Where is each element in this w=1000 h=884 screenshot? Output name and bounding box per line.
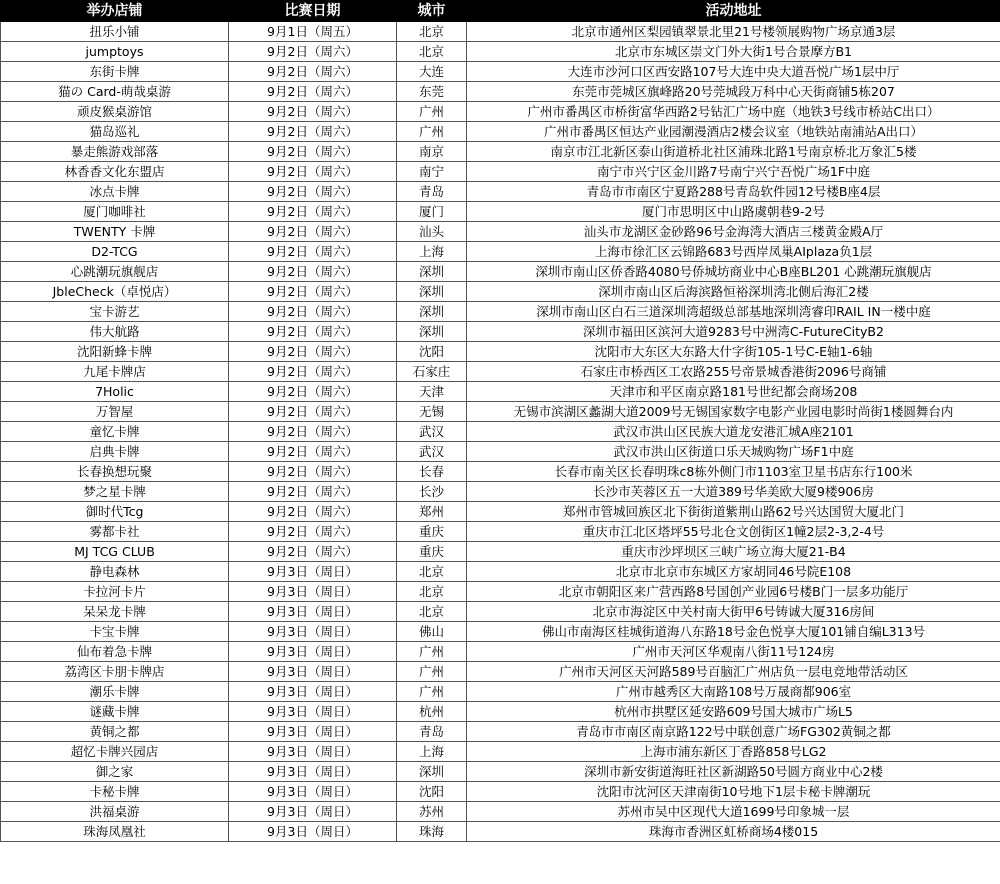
store-cell: 静电森林 <box>1 562 229 582</box>
date-cell: 9月2日（周六） <box>229 202 397 222</box>
address-cell: 广州市天河区华观南八街11号124房 <box>467 642 1000 662</box>
address-cell: 大连市沙河口区西安路107号大连中央大道吾悦广场1层中厅 <box>467 62 1000 82</box>
table-row <box>1 442 1000 462</box>
store-cell: 潮乐卡牌 <box>1 682 229 702</box>
table-row <box>1 242 1000 262</box>
store-cell: 童忆卡牌 <box>1 422 229 442</box>
table-row <box>1 62 1000 82</box>
date-cell: 9月3日（周日） <box>229 802 397 822</box>
city-cell: 北京 <box>397 582 467 602</box>
city-cell: 沈阳 <box>397 782 467 802</box>
city-cell: 沈阳 <box>397 342 467 362</box>
address-cell: 深圳市南山区后海滨路恒裕深圳湾北侧后海汇2楼 <box>467 282 1000 302</box>
table-row <box>1 102 1000 122</box>
table-row <box>1 322 1000 342</box>
city-cell: 上海 <box>397 742 467 762</box>
store-cell: 雾都卡社 <box>1 522 229 542</box>
date-cell: 9月3日（周日） <box>229 782 397 802</box>
city-cell: 汕头 <box>397 222 467 242</box>
store-cell: 万智屋 <box>1 402 229 422</box>
header-date: 比赛日期 <box>229 1 397 22</box>
header-city: 城市 <box>397 1 467 22</box>
city-cell: 杭州 <box>397 702 467 722</box>
address-cell: 长春市南关区长春明珠c8栋外侧门市1103室卫星书店东行100米 <box>467 462 1000 482</box>
address-cell: 深圳市新安街道海旺社区新湖路50号圆方商业中心2楼 <box>467 762 1000 782</box>
store-cell: 伟大航路 <box>1 322 229 342</box>
date-cell: 9月2日（周六） <box>229 282 397 302</box>
store-cell: JbleCheck（卓悦店） <box>1 282 229 302</box>
header-store: 举办店铺 <box>1 1 229 22</box>
table-row <box>1 42 1000 62</box>
city-cell: 东莞 <box>397 82 467 102</box>
store-cell: 卡宝卡牌 <box>1 622 229 642</box>
table-row <box>1 482 1000 502</box>
address-cell: 广州市越秀区大南路108号万晟商都906室 <box>467 682 1000 702</box>
store-cell: 御之家 <box>1 762 229 782</box>
date-cell: 9月2日（周六） <box>229 442 397 462</box>
table-row <box>1 742 1000 762</box>
address-cell: 北京市东城区崇文门外大街1号合景摩方B1 <box>467 42 1000 62</box>
date-cell: 9月2日（周六） <box>229 502 397 522</box>
store-cell: 启典卡牌 <box>1 442 229 462</box>
date-cell: 9月2日（周六） <box>229 222 397 242</box>
store-cell: TWENTY 卡牌 <box>1 222 229 242</box>
address-cell: 厦门市思明区中山路虞朝巷9-2号 <box>467 202 1000 222</box>
date-cell: 9月2日（周六） <box>229 522 397 542</box>
date-cell: 9月2日（周六） <box>229 482 397 502</box>
address-cell: 沈阳市大东区大东路大什字街105-1号C-E轴1-6轴 <box>467 342 1000 362</box>
city-cell: 无锡 <box>397 402 467 422</box>
store-cell: 猫の Card-萌哉桌游 <box>1 82 229 102</box>
table-row <box>1 582 1000 602</box>
address-cell: 青岛市市南区南京路122号中联创意广场FG302黄铜之都 <box>467 722 1000 742</box>
date-cell: 9月2日（周六） <box>229 302 397 322</box>
address-cell: 南宁市兴宁区金川路7号南宁兴宁吾悦广场1F中庭 <box>467 162 1000 182</box>
city-cell: 厦门 <box>397 202 467 222</box>
table-row <box>1 802 1000 822</box>
table-row <box>1 522 1000 542</box>
store-cell: 御时代Tcg <box>1 502 229 522</box>
store-cell: 暴走熊游戏部落 <box>1 142 229 162</box>
store-cell: 呆呆龙卡牌 <box>1 602 229 622</box>
date-cell: 9月2日（周六） <box>229 322 397 342</box>
address-cell: 南京市江北新区泰山街道桥北社区浦珠北路1号南京桥北万象汇5楼 <box>467 142 1000 162</box>
city-cell: 北京 <box>397 562 467 582</box>
city-cell: 珠海 <box>397 822 467 842</box>
address-cell: 广州市天河区天河路589号百脑汇广州店负一层电竞地带活动区 <box>467 662 1000 682</box>
date-cell: 9月2日（周六） <box>229 262 397 282</box>
address-cell: 北京市朝阳区来广营西路8号国创产业园6号楼B门一层多功能厅 <box>467 582 1000 602</box>
address-cell: 北京市北京市东城区方家胡同46号院E108 <box>467 562 1000 582</box>
address-cell: 珠海市香洲区虹桥商场4楼015 <box>467 822 1000 842</box>
city-cell: 深圳 <box>397 262 467 282</box>
city-cell: 长春 <box>397 462 467 482</box>
city-cell: 石家庄 <box>397 362 467 382</box>
city-cell: 广州 <box>397 682 467 702</box>
city-cell: 广州 <box>397 102 467 122</box>
store-cell: 宝卡游艺 <box>1 302 229 322</box>
city-cell: 南宁 <box>397 162 467 182</box>
table-row <box>1 722 1000 742</box>
address-cell: 上海市浦东新区丁香路858号LG2 <box>467 742 1000 762</box>
table-row <box>1 262 1000 282</box>
address-cell: 沈阳市沈河区天津南街10号地下1层卡秘卡牌潮玩 <box>467 782 1000 802</box>
address-cell: 深圳市南山区白石三道深圳湾超级总部基地深圳湾睿印RAIL IN一楼中庭 <box>467 302 1000 322</box>
address-cell: 无锡市滨湖区蠡湖大道2009号无锡国家数字电影产业园电影时尚街1楼圆舞台内 <box>467 402 1000 422</box>
city-cell: 佛山 <box>397 622 467 642</box>
address-cell: 重庆市江北区塔坪55号北仓文创街区1幢2层2-3,2-4号 <box>467 522 1000 542</box>
date-cell: 9月2日（周六） <box>229 102 397 122</box>
date-cell: 9月2日（周六） <box>229 462 397 482</box>
address-cell: 上海市徐汇区云锦路683号西岸凤巢AIplaza负1层 <box>467 242 1000 262</box>
table-row <box>1 362 1000 382</box>
address-cell: 青岛市市南区宁夏路288号青岛软件园12号楼B座4层 <box>467 182 1000 202</box>
table-row <box>1 642 1000 662</box>
store-cell: 东街卡牌 <box>1 62 229 82</box>
store-cell: 黄铜之都 <box>1 722 229 742</box>
store-cell: 扭乐小铺 <box>1 22 229 42</box>
city-cell: 深圳 <box>397 762 467 782</box>
city-cell: 天津 <box>397 382 467 402</box>
address-cell: 天津市和平区南京路181号世纪都会商场208 <box>467 382 1000 402</box>
address-cell: 东莞市莞城区旗峰路20号莞城段万科中心天街商铺5栋207 <box>467 82 1000 102</box>
store-cell: 珠海凤凰社 <box>1 822 229 842</box>
table-row <box>1 202 1000 222</box>
date-cell: 9月3日（周日） <box>229 662 397 682</box>
store-cell: 谜藏卡牌 <box>1 702 229 722</box>
date-cell: 9月2日（周六） <box>229 382 397 402</box>
address-cell: 长沙市芙蓉区五一大道389号华美欧大厦9楼906房 <box>467 482 1000 502</box>
date-cell: 9月2日（周六） <box>229 62 397 82</box>
address-cell: 深圳市南山区侨香路4080号侨城坊商业中心B座BL201 心跳潮玩旗舰店 <box>467 262 1000 282</box>
table-row <box>1 702 1000 722</box>
table-row <box>1 282 1000 302</box>
store-cell: 冰点卡牌 <box>1 182 229 202</box>
city-cell: 长沙 <box>397 482 467 502</box>
date-cell: 9月3日（周日） <box>229 562 397 582</box>
store-cell: D2-TCG <box>1 242 229 262</box>
store-cell: 梦之星卡牌 <box>1 482 229 502</box>
date-cell: 9月3日（周日） <box>229 582 397 602</box>
city-cell: 大连 <box>397 62 467 82</box>
date-cell: 9月2日（周六） <box>229 362 397 382</box>
store-cell: 仙布着急卡牌 <box>1 642 229 662</box>
table-row <box>1 822 1000 842</box>
table-row <box>1 462 1000 482</box>
date-cell: 9月2日（周六） <box>229 342 397 362</box>
store-cell: 洪福桌游 <box>1 802 229 822</box>
table-row <box>1 142 1000 162</box>
date-cell: 9月3日（周日） <box>229 742 397 762</box>
table-row <box>1 402 1000 422</box>
store-cell: 长春换想玩聚 <box>1 462 229 482</box>
city-cell: 广州 <box>397 642 467 662</box>
table-row <box>1 542 1000 562</box>
table-row <box>1 502 1000 522</box>
city-cell: 北京 <box>397 22 467 42</box>
table-body <box>1 22 1000 842</box>
date-cell: 9月3日（周日） <box>229 642 397 662</box>
table-row <box>1 622 1000 642</box>
header-row <box>1 1 1000 22</box>
table-row <box>1 82 1000 102</box>
date-cell: 9月2日（周六） <box>229 142 397 162</box>
address-cell: 石家庄市桥西区工农路255号帝景城香港街2096号商铺 <box>467 362 1000 382</box>
date-cell: 9月3日（周日） <box>229 682 397 702</box>
city-cell: 郑州 <box>397 502 467 522</box>
table-row <box>1 682 1000 702</box>
table-row <box>1 162 1000 182</box>
date-cell: 9月2日（周六） <box>229 242 397 262</box>
table-row <box>1 22 1000 42</box>
date-cell: 9月2日（周六） <box>229 542 397 562</box>
date-cell: 9月2日（周六） <box>229 182 397 202</box>
address-cell: 武汉市洪山区街道口乐天城购物广场F1中庭 <box>467 442 1000 462</box>
city-cell: 上海 <box>397 242 467 262</box>
table-row <box>1 662 1000 682</box>
date-cell: 9月3日（周日） <box>229 762 397 782</box>
city-cell: 北京 <box>397 602 467 622</box>
city-cell: 青岛 <box>397 182 467 202</box>
store-cell: 卡秘卡牌 <box>1 782 229 802</box>
table-row <box>1 562 1000 582</box>
city-cell: 青岛 <box>397 722 467 742</box>
table-row <box>1 182 1000 202</box>
city-cell: 深圳 <box>397 322 467 342</box>
store-cell: 心跳潮玩旗舰店 <box>1 262 229 282</box>
city-cell: 南京 <box>397 142 467 162</box>
store-cell: 超忆卡牌兴园店 <box>1 742 229 762</box>
city-cell: 深圳 <box>397 282 467 302</box>
address-cell: 汕头市龙湖区金砂路96号金海湾大酒店三楼黄金殿A厅 <box>467 222 1000 242</box>
header-address: 活动地址 <box>467 1 1000 22</box>
date-cell: 9月2日（周六） <box>229 42 397 62</box>
store-cell: 林香香文化东盟店 <box>1 162 229 182</box>
store-cell: MJ TCG CLUB <box>1 542 229 562</box>
store-cell: 顽皮猴桌游馆 <box>1 102 229 122</box>
city-cell: 武汉 <box>397 442 467 462</box>
date-cell: 9月3日（周日） <box>229 702 397 722</box>
address-cell: 广州市番禺区恒达产业园潮漫酒店2楼会议室（地铁站南浦站A出口） <box>467 122 1000 142</box>
store-cell: 厦门咖啡社 <box>1 202 229 222</box>
address-cell: 北京市海淀区中关村南大街甲6号铸诚大厦316房间 <box>467 602 1000 622</box>
store-cell: 7Holic <box>1 382 229 402</box>
table-row <box>1 342 1000 362</box>
date-cell: 9月3日（周日） <box>229 602 397 622</box>
address-cell: 杭州市拱墅区延安路609号国大城市广场L5 <box>467 702 1000 722</box>
date-cell: 9月2日（周六） <box>229 82 397 102</box>
table-row <box>1 422 1000 442</box>
address-cell: 广州市番禺区市桥街富华西路2号钻汇广场中庭（地铁3号线市桥站C出口） <box>467 102 1000 122</box>
city-cell: 北京 <box>397 42 467 62</box>
table-row <box>1 782 1000 802</box>
address-cell: 重庆市沙坪坝区三峡广场立海大厦21-B4 <box>467 542 1000 562</box>
table-row <box>1 602 1000 622</box>
store-cell: jumptoys <box>1 42 229 62</box>
date-cell: 9月3日（周日） <box>229 822 397 842</box>
date-cell: 9月2日（周六） <box>229 122 397 142</box>
table-row <box>1 762 1000 782</box>
city-cell: 重庆 <box>397 522 467 542</box>
date-cell: 9月2日（周六） <box>229 162 397 182</box>
address-cell: 深圳市福田区滨河大道9283号中洲湾C-FutureCityB2 <box>467 322 1000 342</box>
store-cell: 卡拉河卡片 <box>1 582 229 602</box>
address-cell: 武汉市洪山区民族大道龙安港汇城A座2101 <box>467 422 1000 442</box>
city-cell: 武汉 <box>397 422 467 442</box>
date-cell: 9月1日（周五） <box>229 22 397 42</box>
date-cell: 9月2日（周六） <box>229 402 397 422</box>
date-cell: 9月3日（周日） <box>229 622 397 642</box>
address-cell: 北京市通州区梨园镇翠景北里21号楼领展购物广场京通3层 <box>467 22 1000 42</box>
address-cell: 苏州市吴中区现代大道1699号印象城一层 <box>467 802 1000 822</box>
table-row <box>1 122 1000 142</box>
city-cell: 广州 <box>397 662 467 682</box>
store-cell: 猫岛巡礼 <box>1 122 229 142</box>
city-cell: 深圳 <box>397 302 467 322</box>
store-cell: 荔湾区卡朋卡牌店 <box>1 662 229 682</box>
date-cell: 9月3日（周日） <box>229 722 397 742</box>
store-cell: 沈阳新蜂卡牌 <box>1 342 229 362</box>
date-cell: 9月2日（周六） <box>229 422 397 442</box>
store-cell: 九尾卡牌店 <box>1 362 229 382</box>
table-row <box>1 302 1000 322</box>
city-cell: 广州 <box>397 122 467 142</box>
table-row <box>1 382 1000 402</box>
city-cell: 重庆 <box>397 542 467 562</box>
table-row <box>1 222 1000 242</box>
address-cell: 佛山市南海区桂城街道海八东路18号金色悦享大厦101铺自编L313号 <box>467 622 1000 642</box>
address-cell: 郑州市管城回族区北下街街道紫荆山路62号兴达国贸大厦北门 <box>467 502 1000 522</box>
city-cell: 苏州 <box>397 802 467 822</box>
